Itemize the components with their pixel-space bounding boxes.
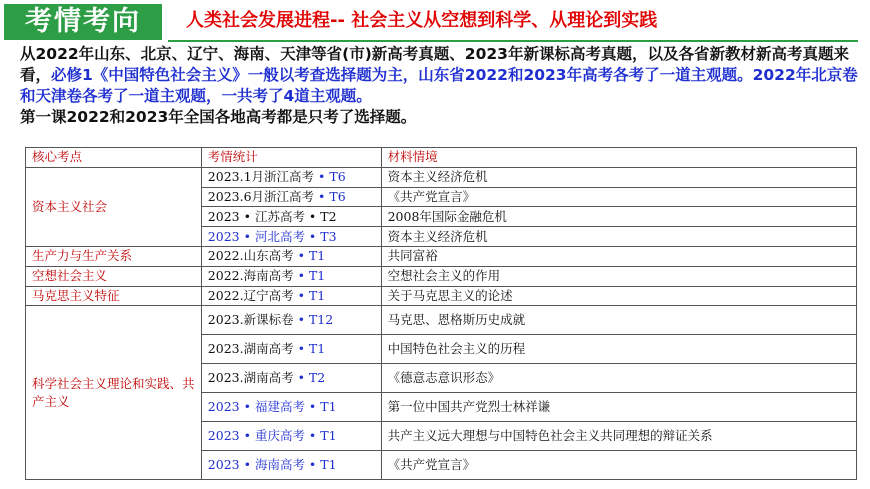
stat-text: 2023.新课标卷 — [207, 312, 294, 328]
stat-text: 2022.山东高考 — [207, 248, 294, 264]
table-row — [26, 286, 857, 306]
stat-question: T2 — [320, 208, 337, 224]
category-capitalist-society: 资本主义社会 — [26, 167, 202, 246]
stat-question: T1 — [308, 268, 326, 284]
material-cell: 中国特色社会主义的历程 — [381, 335, 856, 364]
table-row — [26, 167, 857, 187]
category-marxism-features: 马克思主义特征 — [26, 286, 202, 306]
intro-text-3: 第一课2022和2023年全国各地高考都是只考了选择题。 — [20, 108, 417, 126]
stat-question: T2 — [308, 370, 326, 386]
header-material: 材料情境 — [381, 148, 856, 168]
stat-exam: 福建高考 — [254, 399, 305, 415]
section-badge: 考情考向 — [4, 4, 162, 40]
stat-question: T1 — [308, 341, 326, 357]
header-core-point: 核心考点 — [26, 148, 202, 168]
material-cell: 资本主义经济危机 — [381, 167, 856, 187]
exam-stat-cell: 2022.辽宁高考 • T1 — [201, 286, 381, 306]
stat-question: T1 — [320, 399, 337, 415]
intro-paragraph — [20, 44, 858, 128]
table-row — [26, 246, 857, 266]
stat-text: 2022.辽宁高考 — [207, 287, 294, 303]
table-row — [26, 306, 857, 335]
material-cell: 第一位中国共产党烈士林祥谦 — [381, 393, 856, 422]
exam-stat-cell: 2023 • 海南高考 • T1 — [201, 451, 381, 480]
exam-stat-cell: 2023.1月浙江高考 • T6 — [201, 167, 381, 187]
stat-text: 2023 — [207, 228, 240, 244]
material-cell: 《共产党宣言》 — [381, 451, 856, 480]
material-cell: 2008年国际金融危机 — [381, 207, 856, 227]
exam-stats-table — [25, 147, 857, 480]
stat-text: 2022.海南高考 — [207, 268, 294, 284]
stat-exam: 海南高考 — [254, 457, 305, 473]
stat-question: T12 — [308, 312, 334, 328]
exam-stat-cell: 2023 • 河北高考 • T3 — [201, 227, 381, 247]
stat-text: 2023.湖南高考 — [207, 341, 294, 357]
exam-stat-cell: 2023 • 江苏高考 • T2 — [201, 207, 381, 227]
material-cell: 马克思、恩格斯历史成就 — [381, 306, 856, 335]
exam-stat-cell: 2023.新课标卷 • T12 — [201, 306, 381, 335]
exam-stat-cell: 2022.山东高考 • T1 — [201, 246, 381, 266]
category-scientific-socialism: 科学社会主义理论和实践、共产主义 — [26, 306, 202, 480]
title-divider — [168, 40, 858, 42]
stat-text: 2023 — [207, 457, 240, 473]
exam-stat-cell: 2022.海南高考 • T1 — [201, 266, 381, 286]
exam-stat-cell: 2023 • 福建高考 • T1 — [201, 393, 381, 422]
material-cell: 资本主义经济危机 — [381, 227, 856, 247]
material-cell: 空想社会主义的作用 — [381, 266, 856, 286]
exam-stat-cell: 2023.湖南高考 • T2 — [201, 364, 381, 393]
exam-stat-cell: 2023 • 重庆高考 • T1 — [201, 422, 381, 451]
header-exam-stats: 考情统计 — [201, 148, 381, 168]
stat-question: T1 — [308, 287, 326, 303]
stat-text: 2023 — [207, 428, 240, 444]
material-cell: 共产主义远大理想与中国特色社会主义共同理想的辩证关系 — [381, 422, 856, 451]
intro-text-1: 从2022年山东、北京、辽宁、海南、天津等省(市)新高考真题、2023年新课标高考真题，以及各省新教材新高考真题来看， — [20, 45, 849, 84]
stat-question: T1 — [320, 457, 337, 473]
material-cell: 关于马克思主义的论述 — [381, 286, 856, 306]
stat-question: T1 — [320, 428, 337, 444]
stat-text: 2023.6月浙江高考 — [207, 188, 315, 204]
stat-question: T1 — [308, 248, 326, 264]
table-row — [26, 266, 857, 286]
material-cell: 共同富裕 — [381, 246, 856, 266]
stat-text: 2023.1月浙江高考 — [207, 169, 315, 185]
stat-question: T6 — [329, 169, 346, 185]
exam-stat-cell: 2023.6月浙江高考 • T6 — [201, 187, 381, 207]
material-cell: 《德意志意识形态》 — [381, 364, 856, 393]
exam-stat-cell: 2023.湖南高考 • T1 — [201, 335, 381, 364]
stat-question: T3 — [320, 228, 337, 244]
stat-question: T6 — [329, 188, 346, 204]
category-utopian-socialism: 空想社会主义 — [26, 266, 202, 286]
stat-text: 2023.湖南高考 — [207, 370, 294, 386]
table-header-row — [26, 148, 857, 168]
page-title: 人类社会发展进程-- 社会主义从空想到科学、从理论到实践 — [186, 10, 658, 31]
material-cell: 《共产党宣言》 — [381, 187, 856, 207]
stat-exam: 重庆高考 — [254, 428, 305, 444]
category-productive-forces: 生产力与生产关系 — [26, 246, 202, 266]
stat-text: 2023 — [207, 399, 240, 415]
stat-text: 2023 — [207, 208, 240, 224]
intro-text-highlight: 必修1《中国特色社会主义》一般以考查选择题为主，山东省2022和2023年高考各考了一道主观题。2022年北京卷和天津卷各考了一道主观题，一共考了4道主观题。 — [20, 66, 858, 105]
stat-exam: 河北高考 — [254, 228, 305, 244]
stat-exam: 江苏高考 — [254, 208, 305, 224]
